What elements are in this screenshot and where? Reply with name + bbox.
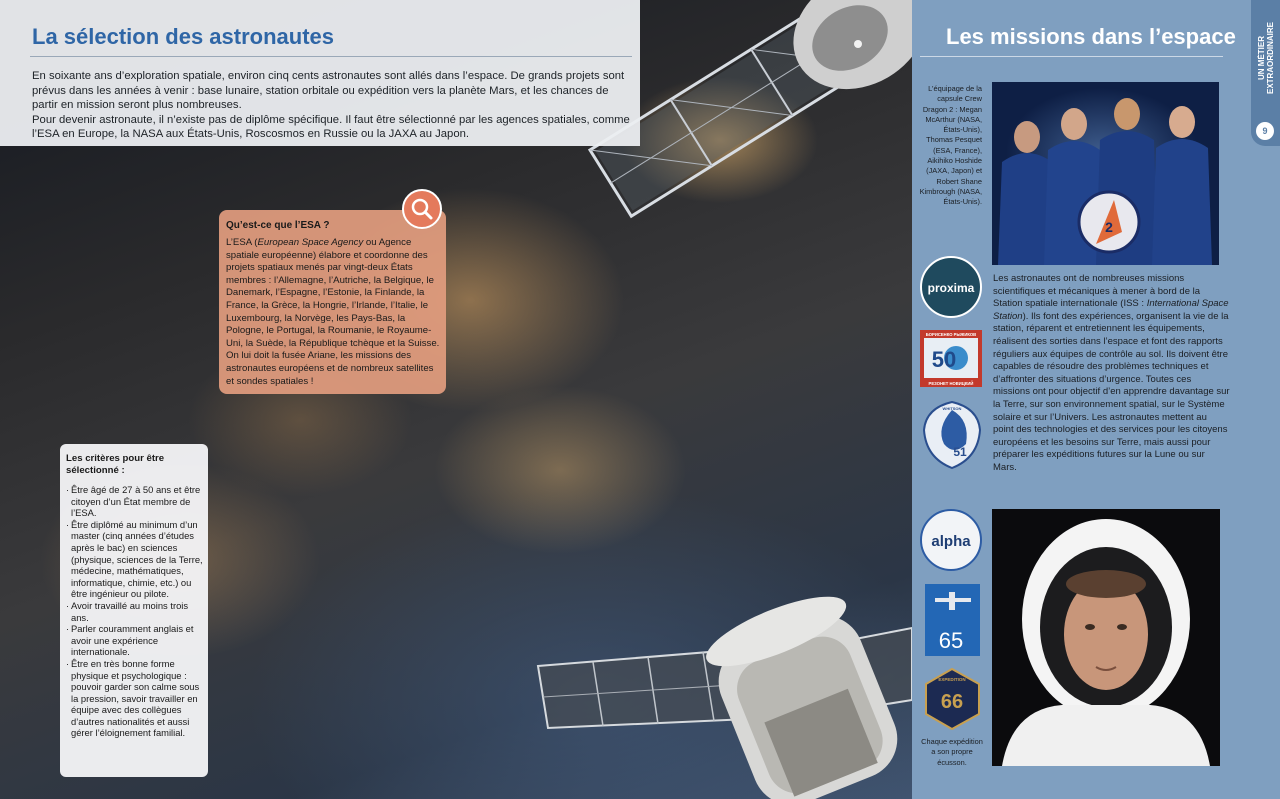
patch-exp51-whitson: WHITSON — [942, 406, 962, 411]
patch-expedition-65 — [925, 584, 980, 656]
patch-expedition-66 — [925, 668, 980, 730]
patch-exp51-number: 51 — [953, 445, 967, 459]
title-divider-right — [920, 56, 1223, 57]
esa-info-box — [219, 210, 446, 394]
page-title-left: La sélection des astronautes — [32, 24, 334, 49]
crew-photo — [992, 82, 1219, 265]
criteria-item: · Parler couramment anglais et avoir une expérience internationale. — [66, 623, 206, 658]
station-module-bottom — [698, 583, 909, 799]
page-number: 9 — [1256, 122, 1274, 140]
criteria-item: · Avoir travaillé au moins trois ans. — [66, 600, 206, 623]
patch-alpha-label: alpha — [931, 533, 971, 550]
patch-exp66-number: 66 — [940, 691, 964, 713]
page-title-right: Les missions dans l’espace — [946, 24, 1236, 49]
intro-paragraph-1: En soixante ans d’exploration spatiale, environ cinq cents astronautes sont allés dans l’espace. De grands projets sont prévus dans les années à venir : base lunaire, station orbitale ou expédition vers la planète Mars, et les chances de partir en mission seront plus nombreuses. — [32, 70, 625, 112]
criteria-list — [66, 484, 206, 739]
patch-proxima-label: proxima — [927, 281, 975, 295]
intro-text — [32, 69, 632, 142]
crew-figures — [998, 98, 1212, 265]
criteria-item: · Être âgé de 27 à 50 ans et être citoyen d’un État membre de l’ESA. — [66, 484, 206, 519]
patch-exp50-top: БОРИСЕНКО РЫЖИКОВ — [925, 332, 977, 337]
astronaut-portrait — [992, 509, 1220, 766]
patch-exp66-top: EXPEDITION — [938, 677, 966, 682]
patch-expedition-50 — [920, 330, 982, 387]
chapter-tab-label: UN MÉTIER EXTRAORDINAIRE — [1257, 22, 1275, 95]
crew-dragon-patch-number: 2 — [1105, 219, 1113, 235]
criteria-item: · Être diplômé au minimum d’un master (cinq années d’études après le bac) en sciences (physique, sciences de la Terre, médecine, mathématiques, informatique, chimie, etc.) ou être ingénieur ou pilote. — [66, 519, 206, 600]
magnifier-icon — [402, 189, 442, 229]
crew-photo-caption: L’équipage de la capsule Crew Dragon 2 : Megan McArthur (NASA, États-Unis), Thomas Pesquet (ESA, France), Aikihiko Hoshide (JAXA, Japon) et Robert Shane Kimbrough (NASA, États-Unis). — [919, 84, 982, 207]
missions-body-text: Les astronautes ont de nombreuses missions scientifiques et mécaniques à mener à bord de la Station spatiale internationale (ISS : International Space Station). Ils font des expériences, organisent la vie de la station, réparent et entretiennent les équipements, réalisent des sorties dans l’espace et font des rapports réguliers aux équipes de contrôle au sol. Ils doivent être capables de résoudre des problèmes techniques et d’affronter des situations d’urgence. Toutes ces missions ont pour objectif d’en apprendre davantage sur la Terre, sur son environnement spatial, sur le Système solaire et sur l’Univers. Les astronautes mettent au point des technologies et des services pour les citoyens européens et les besoins sur Terre, mais aussi pour préparer les expéditions futures sur la Lune ou sur Mars. — [993, 273, 1230, 473]
esa-box-title: Qu’est-ce que l’ESA ? — [226, 220, 330, 231]
patches-caption: Chaque expédition a son propre écusson. — [921, 737, 983, 767]
patch-exp65-number: 65 — [938, 628, 964, 653]
patch-alpha — [920, 509, 982, 571]
title-divider-left — [30, 56, 632, 57]
criteria-title: Les critères pour être sélectionné : — [66, 453, 165, 476]
patch-proxima — [920, 256, 982, 318]
patch-exp50-number: 50 — [931, 347, 957, 372]
intro-paragraph-2: Pour devenir astronaute, il n’existe pas de diplôme spécifique. Il faut être sélectionné par les agences spatiales, comme l’ESA en Europe, la NASA aux États-Unis, Roscosmos en Russie ou la JAXA au Japon. — [32, 113, 630, 141]
patch-exp50-bottom: РЕЗОНЕТ НОВИЦКИЙ — [928, 381, 974, 386]
patch-expedition-51 — [922, 400, 982, 470]
criteria-box — [60, 444, 208, 777]
esa-box-text: L’ESA (European Space Agency ou Agence spatiale européenne) élabore et coordonne des projets spatiaux menés par vingt-deux États membres : l’Allemagne, l’Autriche, la Belgique, le Danemark, l’Espagne, l’Estonie, la Finlande, la France, la Grèce, la Hongrie, l’Irlande, l’Italie, le Luxembourg, la Norvège, les Pays-Bas, la Pologne, le Portugal, la Roumanie, le Royaume-Uni, la Suède, la République tchèque et la Suisse. On lui doit la fusée Ariane, les missions des astronautes européens et de nombreux satellites et sondes spatiales ! — [226, 237, 440, 387]
criteria-item: · Être en très bonne forme physique et psychologique : pouvoir garder son calme sous la pression, savoir travailler en équipe avec des collègues d’autres nationalités et aussi gérer l’éloignement familial. — [66, 658, 206, 739]
